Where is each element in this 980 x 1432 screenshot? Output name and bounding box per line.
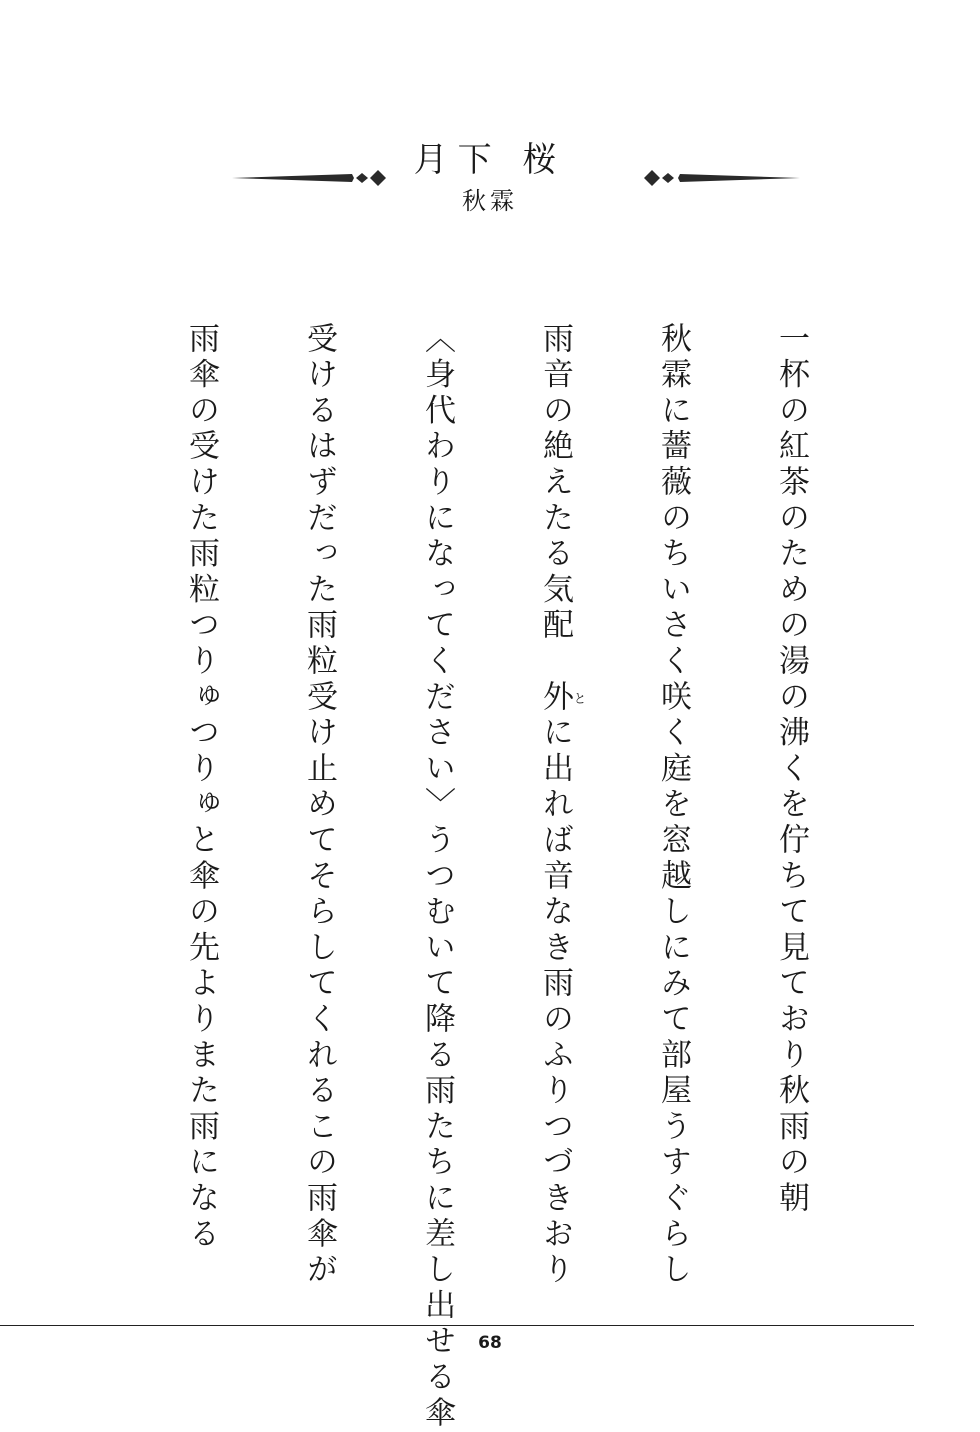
poem-line: 〈身代わりになってください〉うつむいて降る雨たちに差し出せる傘 xyxy=(419,322,455,1432)
footer-divider xyxy=(0,1325,914,1326)
poem-line: 雨傘の受けた雨粒つりゅつりゅと傘の先よりまた雨になる xyxy=(183,322,219,1253)
poem-header xyxy=(0,0,980,260)
poem-line-part: に出れば音なき雨のふりつづきおり xyxy=(537,715,573,1289)
ruby-base: 外 xyxy=(537,680,573,716)
poem-line xyxy=(496,322,614,1289)
page-number: 68 xyxy=(478,1333,502,1353)
page-title: 月下 桜 xyxy=(413,140,567,180)
ruby-annotation xyxy=(537,680,586,716)
poem-line: 一杯の紅茶のための湯の沸くを佇ちて見ており秋雨の朝 xyxy=(773,322,809,1217)
author-name: 秋霖 xyxy=(462,187,518,215)
ruby-reading: と xyxy=(570,680,586,716)
poem-line-part: 雨音の絶えたる気配 xyxy=(537,322,573,680)
poem-line: 秋霖に薔薇のちいさく咲く庭を窓越しにみて部屋うすぐらし xyxy=(655,322,691,1289)
poem-line: 受けるはずだった雨粒受け止めてそらしてくれるこの雨傘が xyxy=(301,322,337,1289)
